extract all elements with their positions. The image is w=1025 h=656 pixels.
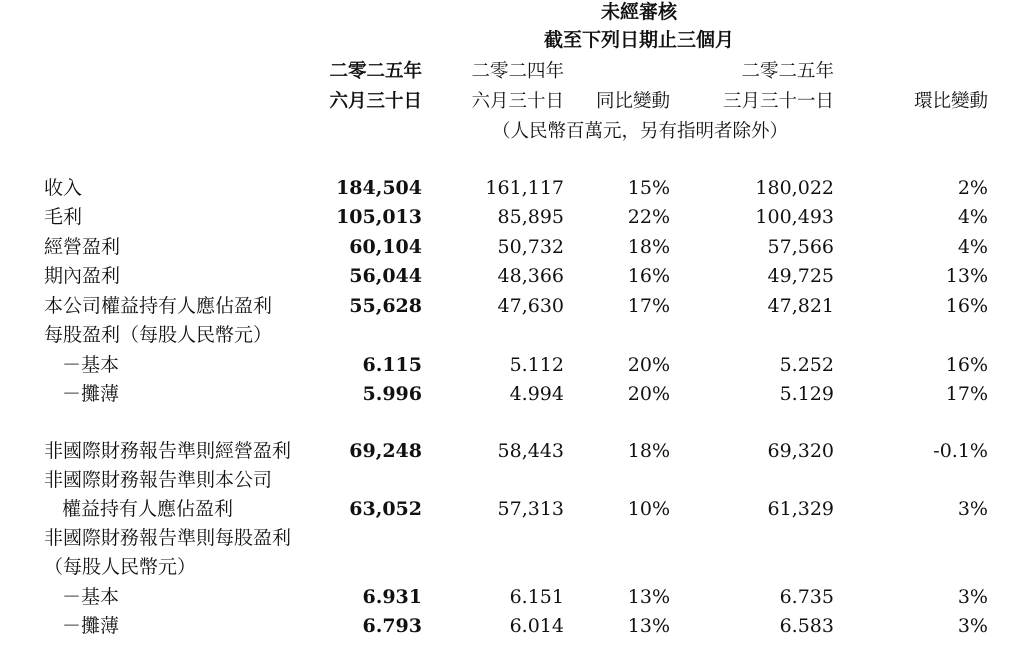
row-label-operating-profit: 經營盈利 [44, 236, 121, 258]
row-attributable-profit-2025q2: 55,628 [349, 295, 422, 317]
row-revenue-2025q2: 184,504 [336, 177, 422, 199]
row-eps-diluted-2024q2: 4.994 [509, 383, 564, 405]
row-label-revenue: 收入 [44, 177, 83, 199]
row-operating-profit-yoy: 18% [627, 236, 670, 258]
col2-header-date: 六月三十日 [471, 91, 564, 112]
col4-header-date: 三月三十一日 [722, 91, 834, 112]
row-label-period-profit: 期內盈利 [44, 265, 121, 287]
row-period-profit-qoq: 13% [945, 265, 988, 287]
row-eps-diluted-2025q1: 5.129 [779, 383, 834, 405]
col1-header-year: 二零二五年 [329, 61, 422, 82]
row-nonifrs-operating-profit-yoy: 18% [627, 440, 670, 462]
row-nonifrs-eps-diluted-2025q1: 6.583 [779, 615, 834, 637]
row-revenue-yoy: 15% [627, 177, 670, 199]
row-nonifrs-attributable-2025q1: 61,329 [767, 498, 834, 520]
row-nonifrs-attributable-yoy: 10% [627, 498, 670, 520]
row-nonifrs-eps-basic-yoy: 13% [627, 586, 670, 608]
row-label-attributable-profit: 本公司權益持有人應佔盈利 [44, 295, 273, 317]
row-gross-profit-2025q1: 100,493 [755, 206, 834, 228]
row-nonifrs-eps-basic-qoq: 3% [957, 586, 988, 608]
row-nonifrs-eps-diluted-yoy: 13% [627, 615, 670, 637]
row-nonifrs-eps-diluted-2024q2: 6.014 [509, 615, 564, 637]
row-attributable-profit-2024q2: 47,630 [497, 295, 564, 317]
row-revenue-2025q1: 180,022 [755, 177, 834, 199]
row-nonifrs-operating-profit-2024q2: 58,443 [497, 440, 564, 462]
row-revenue-2024q2: 161,117 [485, 177, 564, 199]
row-period-profit-2024q2: 48,366 [497, 265, 564, 287]
header-period: 截至下列日期止三個月 [543, 29, 734, 51]
row-nonifrs-attributable-qoq: 3% [957, 498, 988, 520]
row-gross-profit-2025q2: 105,013 [336, 206, 422, 228]
row-nonifrs-eps-diluted-2025q2: 6.793 [362, 615, 422, 637]
row-eps-diluted-2025q2: 5.996 [362, 383, 422, 405]
row-label-eps: 每股盈利（每股人民幣元） [44, 324, 273, 346]
row-gross-profit-2024q2: 85,895 [497, 206, 564, 228]
row-eps-basic-yoy: 20% [627, 354, 670, 376]
header-unaudited: 未經審核 [600, 1, 677, 23]
row-label-nonifrs-eps-basic: －基本 [62, 586, 120, 608]
row-period-profit-yoy: 16% [627, 265, 670, 287]
row-attributable-profit-yoy: 17% [627, 295, 670, 317]
row-label-nonifrs-attributable-line1: 非國際財務報告準則本公司 [44, 469, 273, 491]
row-revenue-qoq: 2% [957, 177, 988, 199]
row-operating-profit-2025q2: 60,104 [349, 236, 422, 258]
row-nonifrs-operating-profit-qoq: -0.1% [933, 440, 988, 462]
row-gross-profit-yoy: 22% [627, 206, 670, 228]
col1-header-date: 六月三十日 [329, 91, 422, 112]
col2-header-year: 二零二四年 [471, 61, 564, 82]
row-label-nonifrs-attributable-line2: 權益持有人應佔盈利 [62, 498, 234, 520]
row-eps-diluted-yoy: 20% [627, 383, 670, 405]
col5-header: 環比變動 [913, 91, 988, 112]
row-eps-diluted-qoq: 17% [945, 383, 988, 405]
row-eps-basic-qoq: 16% [945, 354, 988, 376]
row-attributable-profit-2025q1: 47,821 [767, 295, 834, 317]
col4-header-year: 二零二五年 [741, 61, 834, 82]
row-nonifrs-operating-profit-2025q1: 69,320 [767, 440, 834, 462]
row-gross-profit-qoq: 4% [957, 206, 988, 228]
row-eps-basic-2025q2: 6.115 [362, 354, 422, 376]
row-label-gross-profit: 毛利 [44, 206, 83, 228]
row-operating-profit-2024q2: 50,732 [497, 236, 564, 258]
row-nonifrs-operating-profit-2025q2: 69,248 [349, 440, 422, 462]
row-eps-basic-2024q2: 5.112 [509, 354, 564, 376]
row-label-nonifrs-eps-diluted: －攤薄 [62, 615, 120, 637]
row-label-nonifrs-operating-profit: 非國際財務報告準則經營盈利 [44, 440, 292, 462]
row-label-nonifrs-eps-line1: 非國際財務報告準則每股盈利 [44, 527, 292, 549]
row-period-profit-2025q2: 56,044 [349, 265, 422, 287]
unit-note: （人民幣百萬元，另有指明者除外） [491, 121, 788, 142]
row-nonifrs-eps-basic-2024q2: 6.151 [509, 586, 564, 608]
row-eps-basic-2025q1: 5.252 [779, 354, 834, 376]
row-label-eps-basic: －基本 [62, 354, 120, 376]
row-nonifrs-attributable-2025q2: 63,052 [349, 498, 422, 520]
row-label-eps-diluted: －攤薄 [62, 383, 120, 405]
row-nonifrs-eps-basic-2025q2: 6.931 [362, 586, 422, 608]
row-operating-profit-2025q1: 57,566 [767, 236, 834, 258]
row-attributable-profit-qoq: 16% [945, 295, 988, 317]
row-period-profit-2025q1: 49,725 [767, 265, 834, 287]
row-nonifrs-attributable-2024q2: 57,313 [497, 498, 564, 520]
row-nonifrs-eps-diluted-qoq: 3% [957, 615, 988, 637]
col3-header: 同比變動 [595, 91, 670, 112]
row-nonifrs-eps-basic-2025q1: 6.735 [779, 586, 834, 608]
row-label-nonifrs-eps-line2: （每股人民幣元） [44, 556, 197, 578]
row-operating-profit-qoq: 4% [957, 236, 988, 258]
